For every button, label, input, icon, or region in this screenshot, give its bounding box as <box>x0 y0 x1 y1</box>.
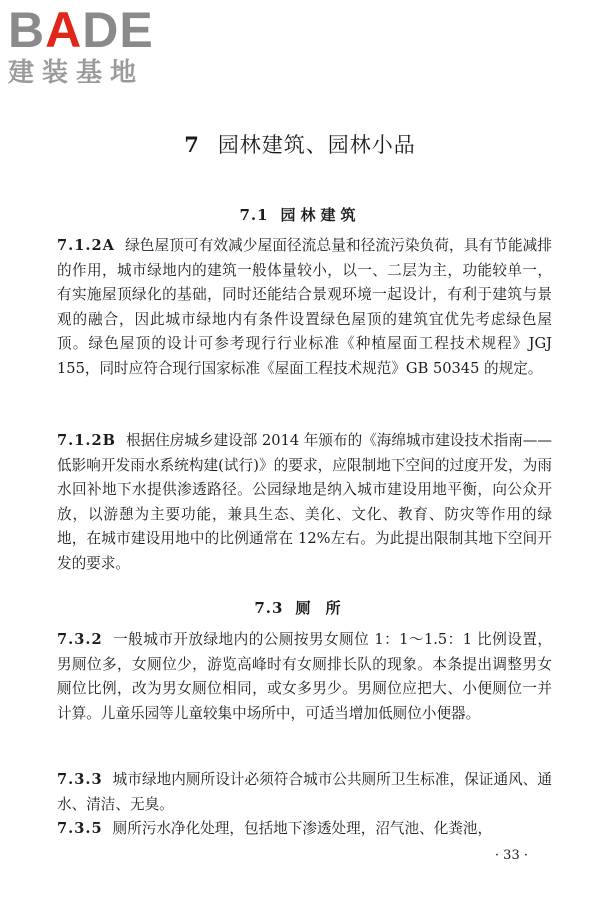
section-number: 7.3 <box>254 599 284 617</box>
clause-paragraph <box>57 628 552 726</box>
clause-text: 绿色屋顶可有效减少屋面径流总量和径流污染负荷，具有节能减排的作用，城市绿地内的建筑一般体量较小，以一、二层为主，功能较单一，有实施屋顶绿化的基础，同时还能结合景观环境一起设计，有利于建筑与景观的融合，因此城市绿地内有条件设置绿色屋顶的建筑宜优先考虑绿色屋顶。绿色屋顶的设计可参考现行行业标准《种植屋面工程技术规程》JGJ 155，同时应符合现行国家标准《屋面工程技术规范》GB 50345 的规定。 <box>57 237 552 377</box>
clause-code: 7.3.3 <box>57 771 103 788</box>
logo-wordmark: BADE <box>8 2 154 58</box>
chapter-title: 园林建筑、园林小品 <box>217 133 416 157</box>
clause-paragraph <box>57 429 552 576</box>
section-heading <box>0 203 600 227</box>
chapter-number: 7 <box>184 132 200 157</box>
clause-paragraph <box>57 234 552 381</box>
clause-code: 7.1.2A <box>57 237 115 254</box>
clause-code: 7.1.2B <box>57 432 116 449</box>
section-number: 7.1 <box>239 206 269 224</box>
clause-paragraph <box>57 817 552 842</box>
clause-paragraph <box>57 768 552 817</box>
section-title: 园林建筑 <box>280 206 361 224</box>
section-title: 厕 所 <box>295 599 346 617</box>
clause-text: 根据住房城乡建设部 2014 年颁布的《海绵城市建设技术指南——低影响开发雨水系统构建(试行)》的要求，应限制地下空间的过度开发，为雨水回补地下水提供渗透路径。公园绿地是纳入城市建设用地平衡，向公众开放，以游憩为主要功能，兼具生态、美化、文化、教育、防灾等作用的绿地，在城市建设用地中的比例通常在 12%左右。为此提出限制其地下空间开发的要求。 <box>57 432 552 572</box>
clause-code: 7.3.2 <box>57 631 103 648</box>
logo-subtitle: 建装基地 <box>8 58 145 88</box>
bade-logo <box>8 4 178 94</box>
chapter-heading <box>0 130 600 160</box>
clause-text: 城市绿地内厕所设计必须符合城市公共厕所卫生标准，保证通风、通水、清洁、无臭。 <box>57 771 552 813</box>
page-number: · 33 · <box>494 848 528 863</box>
clause-text: 一般城市开放绿地内的公厕按男女厕位 1：1～1.5：1 比例设置，男厕位多，女厕位少，游览高峰时有女厕排长队的现象。本条提出调整男女厕位比例，改为男女厕位相同，或女多男少。男厕位应把大、小便厕位一并计算。儿童乐园等儿童较集中场所中，可适当增加低厕位小便器。 <box>57 631 552 722</box>
clause-code: 7.3.5 <box>57 820 103 837</box>
clause-text: 厕所污水净化处理，包括地下渗透处理，沼气池、化粪池， <box>112 820 493 837</box>
section-heading <box>0 596 600 620</box>
